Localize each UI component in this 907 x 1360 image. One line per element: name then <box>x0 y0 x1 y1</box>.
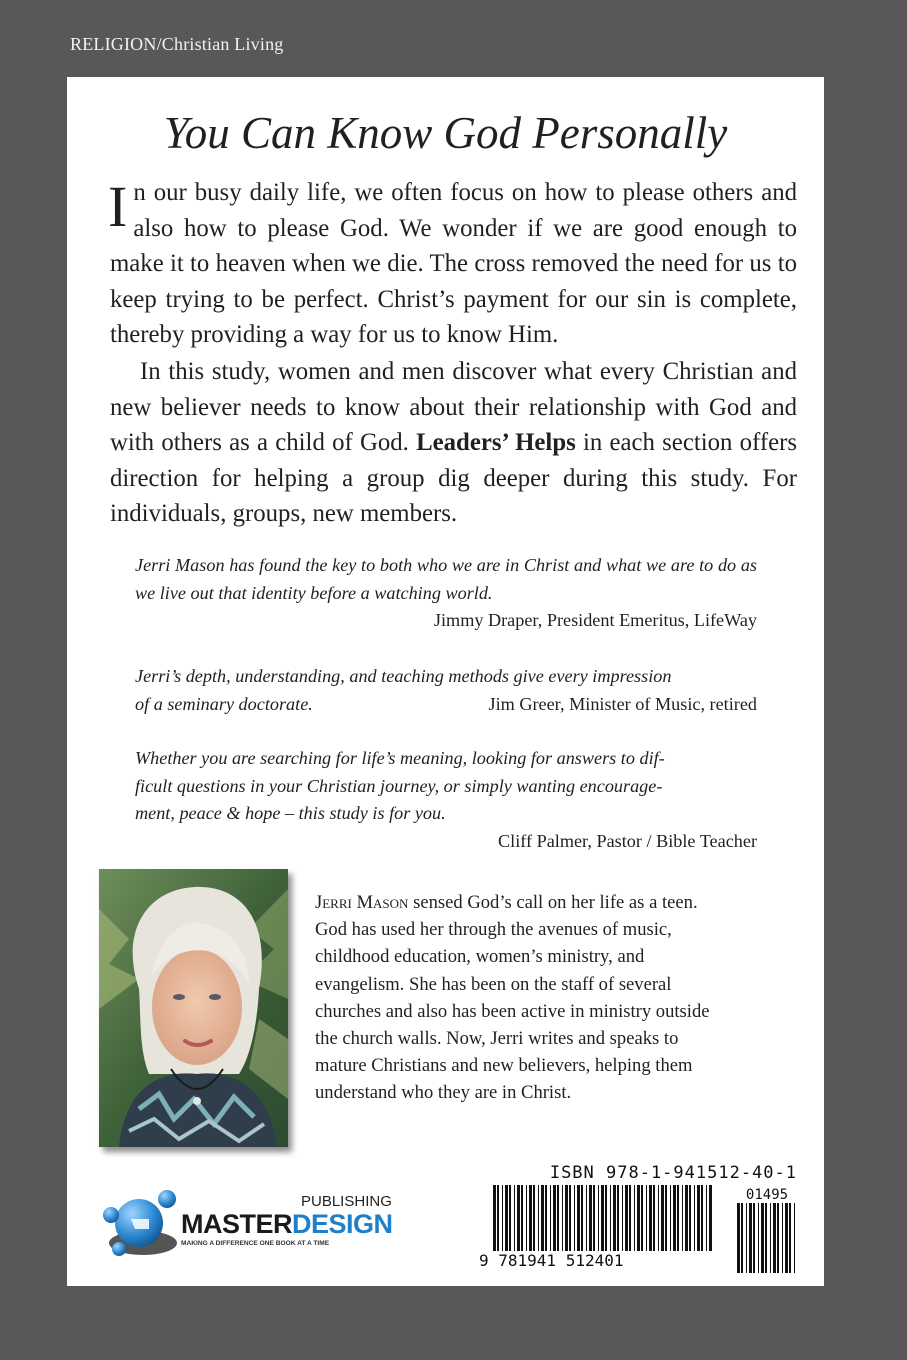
endorsement-quote-line: Whether you are searching for life’s meaning, looking for answers to dif- <box>135 748 665 768</box>
bio-line: writes and speaks to mature Christians and <box>315 1028 679 1077</box>
book-title: You Can Know God Personally <box>163 108 728 158</box>
barcode-bar <box>617 1185 619 1251</box>
barcode-bar <box>629 1185 631 1251</box>
barcode-bar <box>634 1185 635 1251</box>
barcode-bar <box>794 1203 795 1273</box>
barcode-bar <box>526 1185 527 1251</box>
barcode-bar <box>777 1203 779 1273</box>
barcode-bar <box>517 1185 520 1251</box>
barcode-bar <box>761 1203 764 1273</box>
barcode-bar <box>653 1185 655 1251</box>
barcode-bar <box>622 1185 623 1251</box>
bio-line: teen. God has used her through the avenues of <box>315 892 698 941</box>
barcode-bar <box>689 1185 691 1251</box>
barcode-bar <box>682 1185 683 1251</box>
barcode-bar <box>773 1203 776 1273</box>
barcode-bar <box>493 1185 496 1251</box>
barcode-bar <box>646 1185 647 1251</box>
logo-mark-icon <box>97 1185 181 1265</box>
barcode-bar <box>670 1185 671 1251</box>
author-name: Jerri Mason <box>315 892 409 913</box>
bio-line: music, childhood education, women’s ministry, <box>315 919 672 968</box>
barcode-bar <box>637 1185 640 1251</box>
leaders-helps: Leaders’ Helps <box>416 429 576 457</box>
book-description <box>110 175 797 532</box>
barcode-bar <box>541 1185 544 1251</box>
endorsement-quote: Jerri’s depth, understanding, and teaching methods give every impression <box>135 666 672 686</box>
barcode-bar <box>658 1185 659 1251</box>
ean-digits: 9 781941 512401 <box>479 1251 624 1270</box>
bio-line: new believers, helping them understand who <box>315 1055 693 1104</box>
barcode-bar <box>497 1185 499 1251</box>
barcode-bar <box>586 1185 587 1251</box>
endorsement-2 <box>135 663 757 718</box>
publisher-logo <box>97 1185 397 1265</box>
endorsement-attribution: Jimmy Draper, President Emeritus, LifeWay <box>433 610 757 630</box>
barcode-bar <box>545 1185 547 1251</box>
isbn-label: ISBN 978-1-941512-40-1 <box>549 1163 797 1183</box>
endorsement-attribution: Jim Greer, Minister of Music, retired <box>488 693 757 714</box>
endorsement-attribution: Cliff Palmer, Pastor / Bible Teacher <box>498 830 757 851</box>
endorsement-1 <box>135 552 757 635</box>
barcode-bar <box>625 1185 628 1251</box>
endorsement-3 <box>135 745 757 855</box>
barcode-bar <box>661 1185 664 1251</box>
barcode-bar <box>673 1185 676 1251</box>
isbn-barcode <box>479 1163 797 1273</box>
bio-line: they are in Christ. <box>437 1082 572 1104</box>
barcode-bar <box>701 1185 703 1251</box>
barcode-bar <box>505 1185 508 1251</box>
barcode-bar <box>514 1185 515 1251</box>
endorsement-quote-line: ment, peace & hope – this study is for you. <box>135 803 446 823</box>
barcode-bar <box>782 1203 783 1273</box>
description-paragraph-1 <box>110 175 797 353</box>
barcode-bar <box>509 1185 511 1251</box>
barcode-bar <box>770 1203 771 1273</box>
barcode-bar <box>598 1185 599 1251</box>
barcode-bar <box>577 1185 580 1251</box>
barcode-bar <box>641 1185 643 1251</box>
barcode-bar <box>610 1185 611 1251</box>
bio-line: and evangelism. She has been on the staff of <box>315 946 645 995</box>
bio-line: sensed God’s call on her life as a <box>413 892 658 913</box>
barcode-bar <box>553 1185 556 1251</box>
logo-publishing-text: PUBLISHING <box>301 1193 392 1210</box>
barcode-bar <box>521 1185 523 1251</box>
barcode-bar <box>694 1185 695 1251</box>
barcode-bar <box>601 1185 604 1251</box>
barcode-bar <box>574 1185 575 1251</box>
barcode-bar <box>538 1185 539 1251</box>
barcode-bar <box>589 1185 592 1251</box>
barcode-bar <box>550 1185 551 1251</box>
barcode-bar <box>758 1203 759 1273</box>
bio-line: ministry outside the church walls. Now, Jerri <box>315 1000 710 1050</box>
logo-master: MASTER <box>181 1209 292 1239</box>
logo-design: DESIGN <box>292 1209 393 1239</box>
barcode-bar <box>677 1185 679 1251</box>
category-label: RELIGION/Christian Living <box>70 34 284 54</box>
barcode-bar <box>746 1203 747 1273</box>
bio-line: several churches and also has been active in <box>315 973 672 1022</box>
barcode-bar <box>569 1185 571 1251</box>
endorsement-quote-end: of a seminary doctorate. <box>135 693 313 714</box>
barcode-bar <box>649 1185 652 1251</box>
barcode-bar <box>706 1185 707 1251</box>
endorsement-quote: Jerri Mason has found the key to both who we are in Christ and what we are to do as we live out that identity before a watching world. <box>135 555 757 603</box>
barcode-bar <box>789 1203 791 1273</box>
barcode-bar <box>581 1185 583 1251</box>
description-p2-tail: in each section offers direction for helping a group dig deeper during this study. For individuals, groups, new members. <box>110 429 798 528</box>
barcode-bar <box>709 1185 712 1251</box>
description-p2-text: In this study, women and men discover what every Christian and new believer needs to know about their relationship with God and with others as a child of God. <box>110 357 797 457</box>
barcode-bar <box>737 1203 740 1273</box>
author-photo <box>99 869 288 1147</box>
barcode-bar <box>765 1203 767 1273</box>
barcode-bar <box>502 1185 503 1251</box>
barcode-bar <box>557 1185 559 1251</box>
endorsement-quote-line: ficult questions in your Christian journey, or simply wanting encourage- <box>135 775 663 796</box>
addon-digits: 01495 <box>745 1187 789 1203</box>
barcode-bar <box>785 1203 788 1273</box>
barcode-bar <box>697 1185 700 1251</box>
barcode-bar <box>562 1185 563 1251</box>
barcode-bar <box>605 1185 607 1251</box>
logo-wordmark <box>181 1209 393 1240</box>
barcode-bar <box>753 1203 755 1273</box>
barcode-bar <box>593 1185 595 1251</box>
description-p1-text: n our busy daily life, we often focus on how to please others and also how to please God. We wonder if we are good enough to make it to heaven when we die. The cross removed the need for us to keep trying to be perfect. Christ’s payment for our sin is complete, thereby providing a way for us to know Him. <box>110 179 797 349</box>
author-bio <box>315 889 731 1107</box>
barcode-bar <box>613 1185 616 1251</box>
barcode-bar <box>565 1185 568 1251</box>
barcode-bar <box>533 1185 535 1251</box>
back-cover-panel <box>67 77 824 1286</box>
barcode-bar <box>749 1203 752 1273</box>
barcode-bar <box>529 1185 532 1251</box>
barcode-bar <box>685 1185 688 1251</box>
barcode-bar <box>665 1185 667 1251</box>
logo-tagline: MAKING A DIFFERENCE ONE BOOK AT A TIME <box>181 1240 330 1247</box>
description-paragraph-2 <box>110 354 797 532</box>
drop-cap: I <box>108 174 128 239</box>
barcode-bar <box>741 1203 743 1273</box>
